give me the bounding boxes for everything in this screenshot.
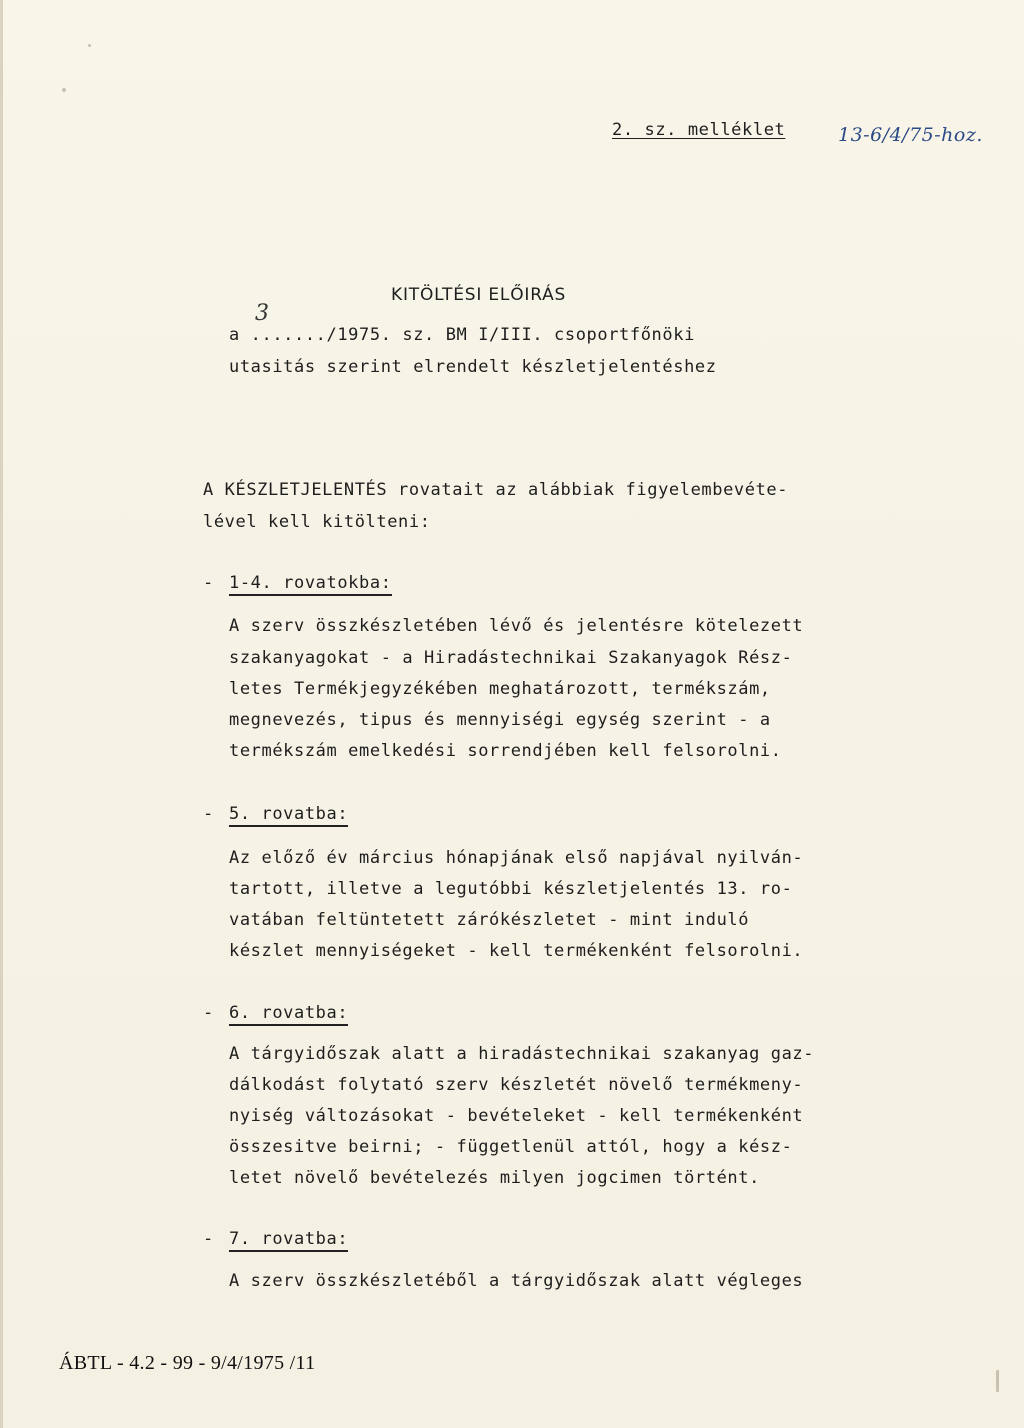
section-heading-text: 5. rovatba: (229, 804, 348, 827)
reference-line-2: utasitás szerint elrendelt készletjelentéshez (229, 357, 717, 377)
section-line: termékszám emelkedési sorrendjében kell felsorolni. (229, 741, 782, 761)
section-heading-1-4 (229, 573, 392, 593)
section-heading-text: 1-4. rovatokba: (229, 573, 392, 596)
handwritten-reference: 13-6/4/75-hoz. (838, 124, 983, 146)
paper-speck (88, 44, 91, 47)
section-line: vatában feltüntetett zárókészletet - mint induló (229, 910, 750, 930)
section-line: összesitve beirni; - függetlenül attól, hogy a kész- (229, 1137, 793, 1157)
section-line: megnevezés, tipus és mennyiségi egység szerint - a (229, 710, 771, 730)
handwritten-number: 3 (255, 301, 270, 326)
section-line: letet növelő bevételezés milyen jogcimen történt. (229, 1168, 760, 1188)
section-line: Az előző év március hónapjának első napjával nyilván- (229, 848, 804, 868)
section-heading-text: 6. rovatba: (229, 1003, 348, 1026)
paper-speck (62, 88, 66, 92)
section-dash: - (203, 1003, 214, 1023)
section-line: letes Termékjegyzékében meghatározott, termékszám, (229, 679, 771, 699)
section-line: készlet mennyiségeket - kell termékenként felsorolni. (229, 941, 804, 961)
section-line: A szerv összkészletéből a tárgyidőszak alatt végleges (229, 1271, 804, 1291)
page-edge (0, 0, 3, 1428)
section-dash: - (203, 1229, 214, 1249)
section-dash: - (203, 573, 214, 593)
section-heading-7 (229, 1229, 348, 1249)
section-dash: - (203, 804, 214, 824)
section-line: tartott, illetve a legutóbbi készletjelentés 13. ro- (229, 879, 793, 899)
reference-line-1: a ......./1975. sz. BM I/III. csoportfőnöki (229, 325, 695, 345)
section-line: nyiség változásokat - bevételeket - kell termékenként (229, 1106, 804, 1126)
section-heading-6 (229, 1003, 348, 1023)
section-line: szakanyagokat - a Hiradástechnikai Szakanyagok Rész- (229, 648, 793, 668)
paper-speck (996, 1370, 999, 1392)
section-heading-5 (229, 804, 348, 824)
intro-line-2: lével kell kitölteni: (203, 512, 431, 532)
section-line: A szerv összkészletében lévő és jelentésre kötelezett (229, 616, 804, 636)
archive-reference-footer: ÁBTL - 4.2 - 99 - 9/4/1975 /11 (59, 1352, 316, 1374)
intro-line-1: A KÉSZLETJELENTÉS rovatait az alábbiak figyelembevéte- (203, 480, 789, 500)
section-line: dálkodást folytató szerv készletét növelő termékmeny- (229, 1075, 804, 1095)
annex-label: 2. sz. melléklet (612, 120, 786, 140)
section-heading-text: 7. rovatba: (229, 1229, 348, 1252)
document-title: KITÖLTÉSI ELŐIRÁS (391, 285, 567, 305)
section-line: A tárgyidőszak alatt a hiradástechnikai szakanyag gaz- (229, 1044, 815, 1064)
